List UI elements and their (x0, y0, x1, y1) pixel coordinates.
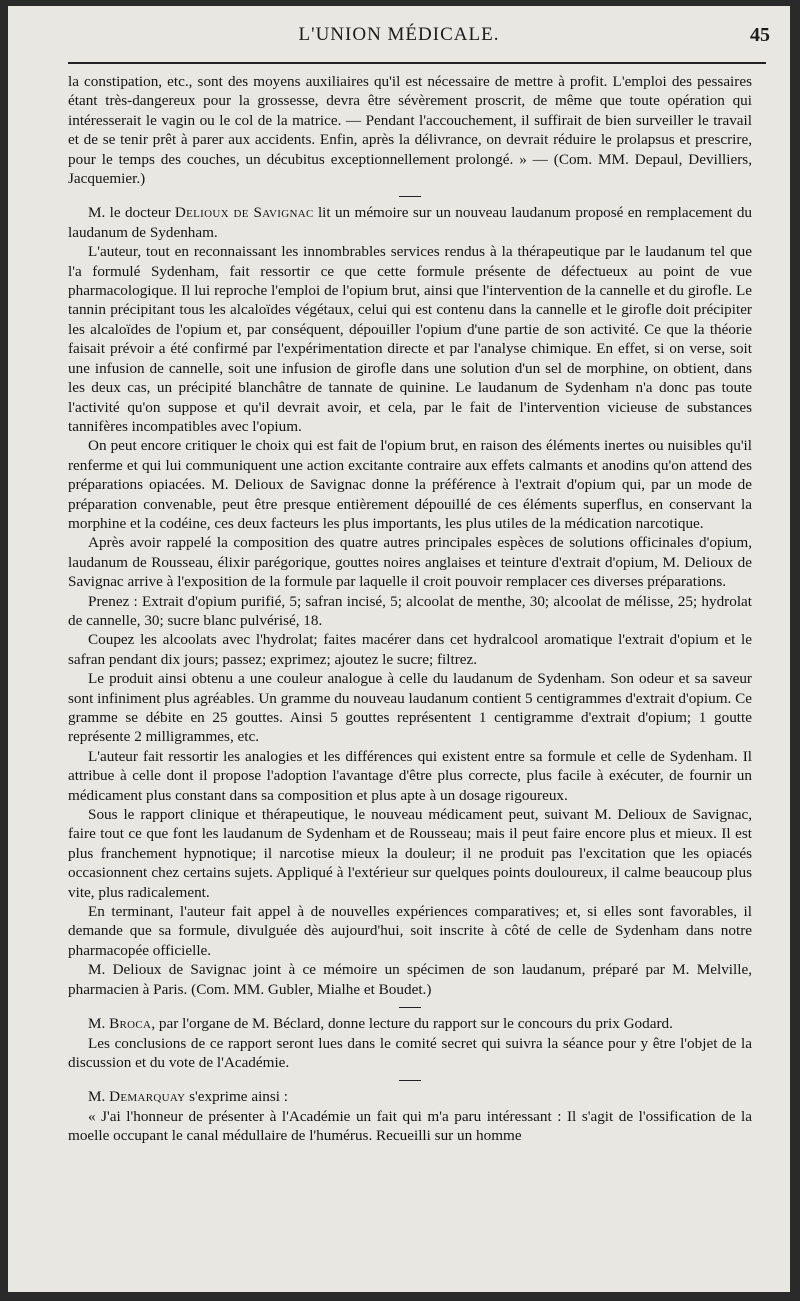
text-prefix: M. (88, 1015, 106, 1033)
paragraph (68, 1014, 752, 1033)
text-prefix: M. le docteur (88, 204, 171, 222)
text-rest: lit un mémoire sur un nouveau laudanum proposé en remplacement du laudanum de Sydenham. (68, 204, 753, 241)
document-page (8, 6, 790, 1292)
paragraph: L'auteur fait ressortir les analogies et les différences qui existent entre sa formule et celle de Sydenham. Il attribue à celle dont il propose l'adoption l'avantage d'être plus correcte, plus facile à exécuter, de fournir un médicament plus constant dans sa composition et plus apte à un dosage rigoureux. (68, 747, 752, 804)
author-name: Demarquay (109, 1088, 186, 1106)
paragraph: En terminant, l'auteur fait appel à de nouvelles expériences comparatives; et, si elles sont favorables, il demande que sa formule, divulguée dès aujourd'hui, soit inscrite à côté de celle de Sydenham dans notre pharmacopée officielle. (68, 903, 752, 959)
author-name: Delioux de Savignac (174, 204, 314, 222)
text-rest: s'exprime ainsi : (189, 1088, 289, 1106)
section-separator (399, 1007, 421, 1008)
paragraph: L'auteur, tout en reconnaissant les innombrables services rendus à la thérapeutique par le laudanum tel que l'a formulé Sydenham, fait ressortir ce que cette formule présente de défectueux au point de vue pharmacologique. Il lui reproche l'emploi de l'opium brut, ainsi que l'intervention de la cannelle et du girofle. Le tannin précipitant tous les alcaloïdes végétaux, celui qui est contenu dans la cannelle et le girofle doit précipiter les alcaloïdes de l'opium et, par conséquent, dépouiller l'opium d'une partie de son activité. Ce que la théorie faisait prévoir a été confirmé par l'expérimentation directe et par l'analyse chimique. En effet, si on verse, soit une infusion de cannelle, soit une infusion de girofle dans une solution d'un sel de morphine, on obtient, dans les deux cas, un précipité blanchâtre de tannate de quinine. Le laudanum de Sydenham n'a donc pas toute l'activité qu'on suppose et qu'il devrait avoir, et cela, par le fait de l'intervention vicieuse de substances tannifères incompatibles avec l'opium. (68, 243, 752, 435)
section-separator (399, 1080, 421, 1081)
text-prefix: M. (88, 1088, 106, 1106)
paragraph: Coupez les alcoolats avec l'hydrolat; faites macérer dans cet hydralcool aromatique l'extrait d'opium et le safran pendant dix jours; passez; exprimez; ajoutez le sucre; filtrez. (68, 631, 752, 668)
paragraph: la constipation, etc., sont des moyens auxiliaires qu'il est nécessaire de mettre à profit. L'emploi des pessaires étant très-dangereux pour la grossesse, devra être sévèrement proscrit, de même que toute opération qui intéresserait le vagin ou le col de la matrice. — Pendant l'accouchement, il suffirait de bien surveiller le travail et de se tenir prêt à parer aux accidents. Enfin, après la délivrance, on devrait réduire le prolapsus et prescrire, pour le temps des couches, un décubitus exceptionnellement prolongé. » — (Com. MM. Depaul, Devilliers, Jacquemier.) (68, 73, 752, 188)
paragraph: Après avoir rappelé la composition des quatre autres principales espèces de solutions officinales d'opium, laudanum de Rousseau, élixir parégorique, gouttes noires anglaises et teinture d'extrait d'opium, M. Delioux de Savignac arrive à l'exposition de la formule par laquelle il croit pouvoir remplacer ces diverses préparations. (68, 534, 752, 591)
paragraph: Le produit ainsi obtenu a une couleur analogue à celle du laudanum de Sydenham. Son odeur et sa saveur sont infiniment plus agréables. Un gramme du nouveau laudanum contient 5 centigrammes d'extrait d'opium. Ce gramme se débite en 25 gouttes. Ainsi 5 gouttes représentent 1 centigramme d'extrait d'opium; 1 goutte représente 2 milligrammes, etc. (68, 670, 752, 746)
paragraph (68, 203, 752, 242)
paragraph: On peut encore critiquer le choix qui est fait de l'opium brut, en raison des éléments inertes ou nuisibles qu'il renferme et qui lui communiquent une action excitante contraire aux effets calmants et anodins qu'on attend des préparations opiacées. M. Delioux de Savignac donne la préférence à l'extrait d'opium qui, par un mode de préparation convenable, peut être presque entièrement dépouillé de ces éléments superflus, en conservant la morphine et la codéine, ces deux facteurs les plus importants, les plus utiles de la médication narcotique. (68, 437, 752, 532)
paragraph: Les conclusions de ce rapport seront lues dans le comité secret qui suivra la séance pour y être l'objet de la discussion et du vote de l'Académie. (68, 1034, 752, 1071)
text-rest: , par l'organe de M. Béclard, donne lecture du rapport sur le concours du prix Godard. (151, 1015, 673, 1033)
paragraph: « J'ai l'honneur de présenter à l'Académie un fait qui m'a paru intéressant : Il s'agit de l'ossification de la moelle occupant le canal médullaire de l'humérus. Recueilli sur un homme (68, 1107, 752, 1145)
paragraph: Prenez : Extrait d'opium purifié, 5; safran incisé, 5; alcoolat de menthe, 30; alcoolat de mélisse, 25; hydrolat de cannelle, 30; sucre blanc pulvérisé, 18. (68, 592, 752, 629)
page-header (8, 24, 790, 54)
body-text (68, 72, 752, 1146)
paragraph: Sous le rapport clinique et thérapeutique, le nouveau médicament peut, suivant M. Delioux de Savignac, faire tout ce que font les laudanum de Sydenham et de Rousseau; mais il peut faire encore plus et mieux. Il est plus franchement hypnotique; il narcotise mieux la douleur; il ne produit pas l'excitation que les opiacés occasionnent chez certains sujets. Appliqué à l'extérieur sur quelques points douloureux, il calme beaucoup plus vite, plus radicalement. (68, 806, 752, 901)
paragraph (68, 1087, 752, 1106)
author-name: Broca (109, 1015, 152, 1033)
running-title: L'UNION MÉDICALE. (298, 24, 500, 45)
header-rule (68, 62, 766, 64)
paragraph: M. Delioux de Savignac joint à ce mémoire un spécimen de son laudanum, préparé par M. Melville, pharmacien à Paris. (Com. MM. Gubler, Mialhe et Boudet.) (68, 961, 752, 998)
page-number: 45 (750, 24, 770, 46)
section-separator (399, 196, 421, 197)
